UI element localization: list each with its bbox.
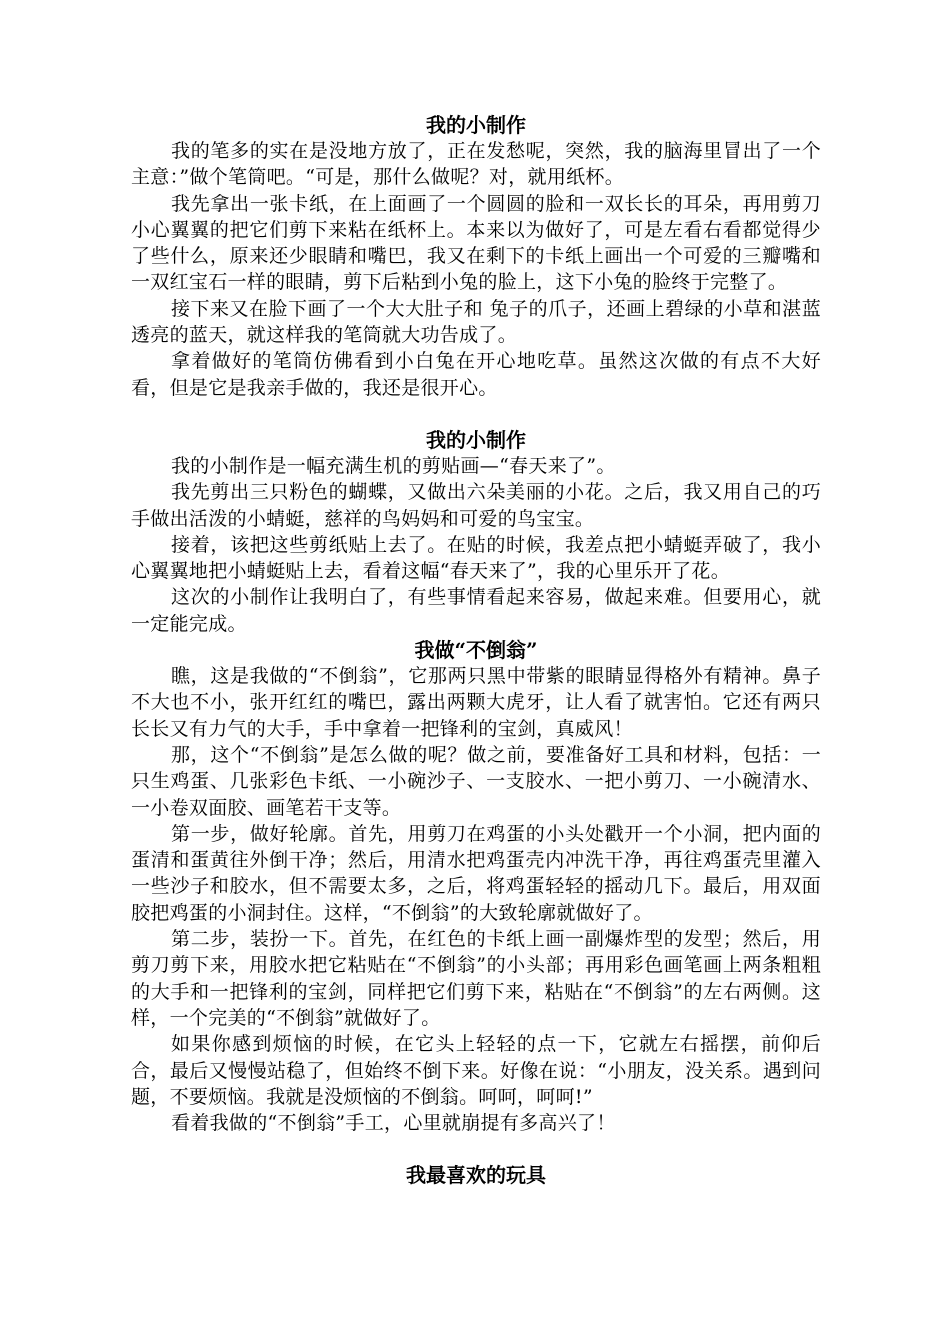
paragraph: 看着我做的“不倒翁”手工，心里就崩提有多高兴了！ <box>171 1112 616 1135</box>
essay-title: 我做“不倒翁” <box>414 638 538 663</box>
essay-title: 我的小制作 <box>426 113 526 137</box>
paragraph: 接下来又在脸下画了一个大大肚子和 兔子的爪子，还画上碧绿的小草和湛蓝透亮的蓝天，就这样我的笔筒就大功告成了。 <box>131 297 821 347</box>
essay-paper-cut <box>131 427 821 637</box>
paragraph: 我的笔多的实在是没地方放了，正在发愁呢，突然，我的脑海里冒出了一个主意：”做个笔筒吧。“可是，那什么做呢？对，就用纸杯。 <box>131 140 821 189</box>
paragraph: 我先剪出三只粉色的蝴蝶，又做出六朵美丽的小花。之后，我又用自己的巧手做出活泼的小蜻蜓，慈祥的鸟妈妈和可爱的鸟宝宝。 <box>131 481 821 530</box>
essay-pen-holder <box>131 112 821 401</box>
essay-title: 我最喜欢的玩具 <box>406 1163 546 1188</box>
paragraph: 这次的小制作让我明白了，有些事情看起来容易，做起来难。但要用心，就一定能完成。 <box>131 586 821 635</box>
essay-tumbler <box>131 637 821 1136</box>
paragraph: 我的小制作是一幅充满生机的剪贴画—“春天来了”。 <box>171 454 616 477</box>
paragraph: 瞧，这是我做的“不倒翁”，它那两只黑中带紫的眼睛显得格外有精神。鼻子不大也不小，张开红红的嘴巴，露出两颗大虎牙，让人看了就害怕。它还有两只长长又有力气的大手，手中拿着一把锋利的宝剑，真威风！ <box>131 665 821 740</box>
paragraph: 第一步，做好轮廓。首先，用剪刀在鸡蛋的小头处戳开一个小洞，把内面的蛋清和蛋黄往外倒干净；然后，用清水把鸡蛋壳内冲洗干净，再往鸡蛋壳里灌入一些沙子和胶水，但不需要太多，之后，将鸡蛋轻轻的摇动几下。最后，用双面胶把鸡蛋的小洞封住。这样，“不倒翁”的大致轮廓就做好了。 <box>131 822 821 924</box>
spacer <box>131 1136 821 1162</box>
paragraph: 第二步，装扮一下。首先，在红色的卡纸上画一副爆炸型的发型；然后，用剪刀剪下来，用胶水把它粘贴在“不倒翁”的小头部；再用彩色画笔画上两条粗粗的大手和一把锋利的宝剑，同样把它们剪下来，粘贴在“不倒翁”的左右两侧。这样，一个完美的“不倒翁”就做好了。 <box>131 928 821 1029</box>
spacer <box>131 401 821 427</box>
document-page <box>131 112 821 1188</box>
paragraph: 接着，该把这些剪纸贴上去了。在贴的时候，我差点把小蜻蜓弄破了，我小心翼翼地把小蜻蜓贴上去，看着这幅“春天来了”，我的心里乐开了花。 <box>131 533 821 583</box>
paragraph: 我先拿出一张卡纸，在上面画了一个圆圆的脸和一双长长的耳朵，再用剪刀小心翼翼的把它们剪下来粘在纸杯上。本来以为做好了，可是左看右看都觉得少了些什么，原来还少眼睛和嘴巴，我又在剩下的卡纸上画出一个可爱的三瓣嘴和一双红宝石一样的眼睛，剪下后粘到小兔的脸上，这下小兔的脸终于完整了。 <box>131 192 821 294</box>
essay-title: 我的小制作 <box>426 427 526 452</box>
paragraph: 拿着做好的笔筒仿佛看到小白兔在开心地吃草。虽然这次做的有点不大好看，但是它是我亲手做的，我还是很开心。 <box>131 350 821 399</box>
paragraph: 那，这个“不倒翁”是怎么做的呢？做之前，要准备好工具和材料，包括：一只生鸡蛋、几张彩色卡纸、一小碗沙子、一支胶水、一把小剪刀、一小碗清水、一小卷双面胶、画笔若干支等。 <box>131 743 821 819</box>
paragraph: 如果你感到烦恼的时候，在它头上轻轻的点一下，它就左右摇摆，前仰后合，最后又慢慢站稳了，但始终不倒下来。好像在说：“小朋友，没关系。遇到问题，不要烦恼。我就是没烦恼的不倒翁。呵呵，呵呵!” <box>131 1033 821 1108</box>
essay-favorite-toy <box>131 1162 821 1188</box>
